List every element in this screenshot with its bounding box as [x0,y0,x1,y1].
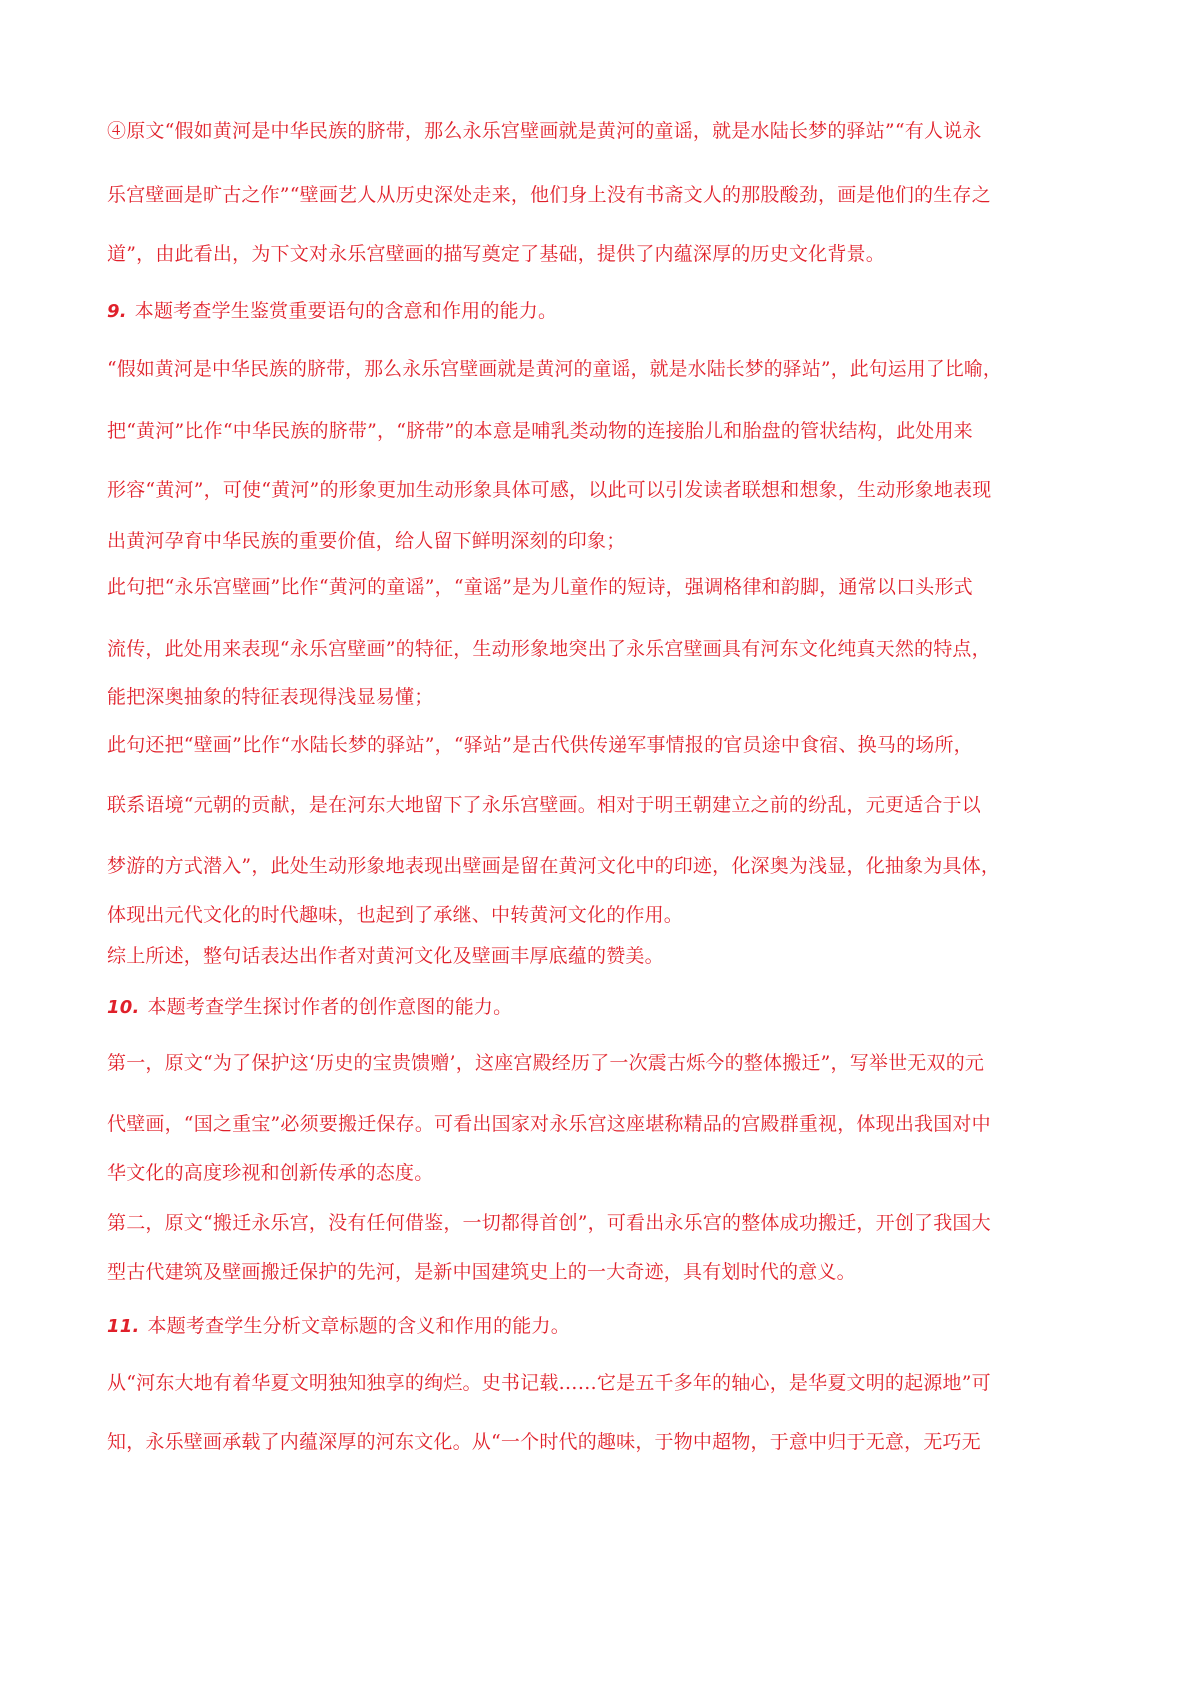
question-heading-text: 本题考查学生分析文章标题的含义和作用的能力。 [147,1315,570,1337]
text-line: 出黄河孕育中华民族的重要价值，给人留下鲜明深刻的印象； [107,530,626,552]
text-line: 梦游的方式潜入”，此处生动形象地表现出壁画是留在黄河文化中的印迹，化深奥为浅显，化抽象为具体， [107,855,1001,877]
question-heading-text: 本题考查学生鉴赏重要语句的含意和作用的能力。 [134,300,558,322]
text-line: “假如黄河是中华民族的脐带，那么永乐宫壁画就是黄河的童谣，就是水陆长梦的驿站”，此句运用了比喻， [107,359,1002,380]
question-heading-9 [107,298,557,325]
text-line: 形容“黄河”，可使“黄河”的形象更加生动形象具体可感，以此可以引发读者联想和想象，生动形象地表现 [107,479,992,501]
text-line: 此句把“永乐宫壁画”比作“黄河的童谣”，“童谣”是为儿童作的短诗，强调格律和韵脚，通常以口头形式 [107,576,973,598]
question-heading-11 [107,1313,570,1340]
text-line: 知，永乐壁画承载了内蕴深厚的河东文化。从“一个时代的趣味，于物中超物，于意中归于无意，无巧无 [107,1431,981,1453]
question-number: 10. [107,997,140,1018]
text-line: 综上所述，整句话表达出作者对黄河文化及壁画丰厚底蕴的赞美。 [107,945,664,967]
text-line: 体现出元代文化的时代趣味，也起到了承继、中转黄河文化的作用。 [107,904,684,926]
text-line: 第二，原文“搬迁永乐宫，没有任何借鉴，一切都得首创”，可看出永乐宫的整体成功搬迁，开创了我国大 [107,1212,991,1234]
text-line: 第一，原文“为了保护这‘历史的宝贵馈赠’，这座宫殿经历了一次震古烁今的整体搬迁”，写举世无双的元 [107,1052,985,1074]
text-line: 代壁画，“国之重宝”必须要搬迁保存。可看出国家对永乐宫这座堪称精品的宫殿群重视，体现出我国对中 [107,1113,991,1135]
text-line: 流传，此处用来表现“永乐宫壁画”的特征，生动形象地突出了永乐宫壁画具有河东文化纯真天然的特点， [107,638,991,660]
text-line: 能把深奥抽象的特征表现得浅显易懂； [107,686,434,708]
text-line: 此句还把“壁画”比作“水陆长梦的驿站”，“驿站”是古代供传递军事情报的官员途中食宿、换马的场所， [107,734,973,756]
text-line: 把“黄河”比作“中华民族的脐带”，“脐带”的本意是哺乳类动物的连接胎儿和胎盘的管状结构，此处用来 [107,420,973,442]
text-line: ④原文“假如黄河是中华民族的脐带，那么永乐宫壁画就是黄河的童谣，就是水陆长梦的驿站”“有人说永 [107,120,982,142]
question-heading-10 [107,994,512,1021]
text-line: 道”，由此看出，为下文对永乐宫壁画的描写奠定了基础，提供了内蕴深厚的历史文化背景。 [107,243,885,265]
text-line: 乐宫壁画是旷古之作”“壁画艺人从历史深处走来，他们身上没有书斋文人的那股酸劲，画是他们的生存之 [107,184,991,206]
text-line: 华文化的高度珍视和创新传承的态度。 [107,1162,434,1184]
text-line: 从“河东大地有着华夏文明独知独享的绚烂。史书记载……它是五千多年的轴心，是华夏文明的起源地”可 [107,1372,991,1394]
question-number: 9. [107,301,127,322]
question-number: 11. [107,1316,140,1337]
text-line: 型古代建筑及壁画搬迁保护的先河，是新中国建筑史上的一大奇迹，具有划时代的意义。 [107,1261,856,1283]
text-line: 联系语境“元朝的贡献，是在河东大地留下了永乐宫壁画。相对于明王朝建立之前的纷乱，元更适合于以 [107,794,981,816]
question-heading-text: 本题考查学生探讨作者的创作意图的能力。 [147,996,513,1018]
